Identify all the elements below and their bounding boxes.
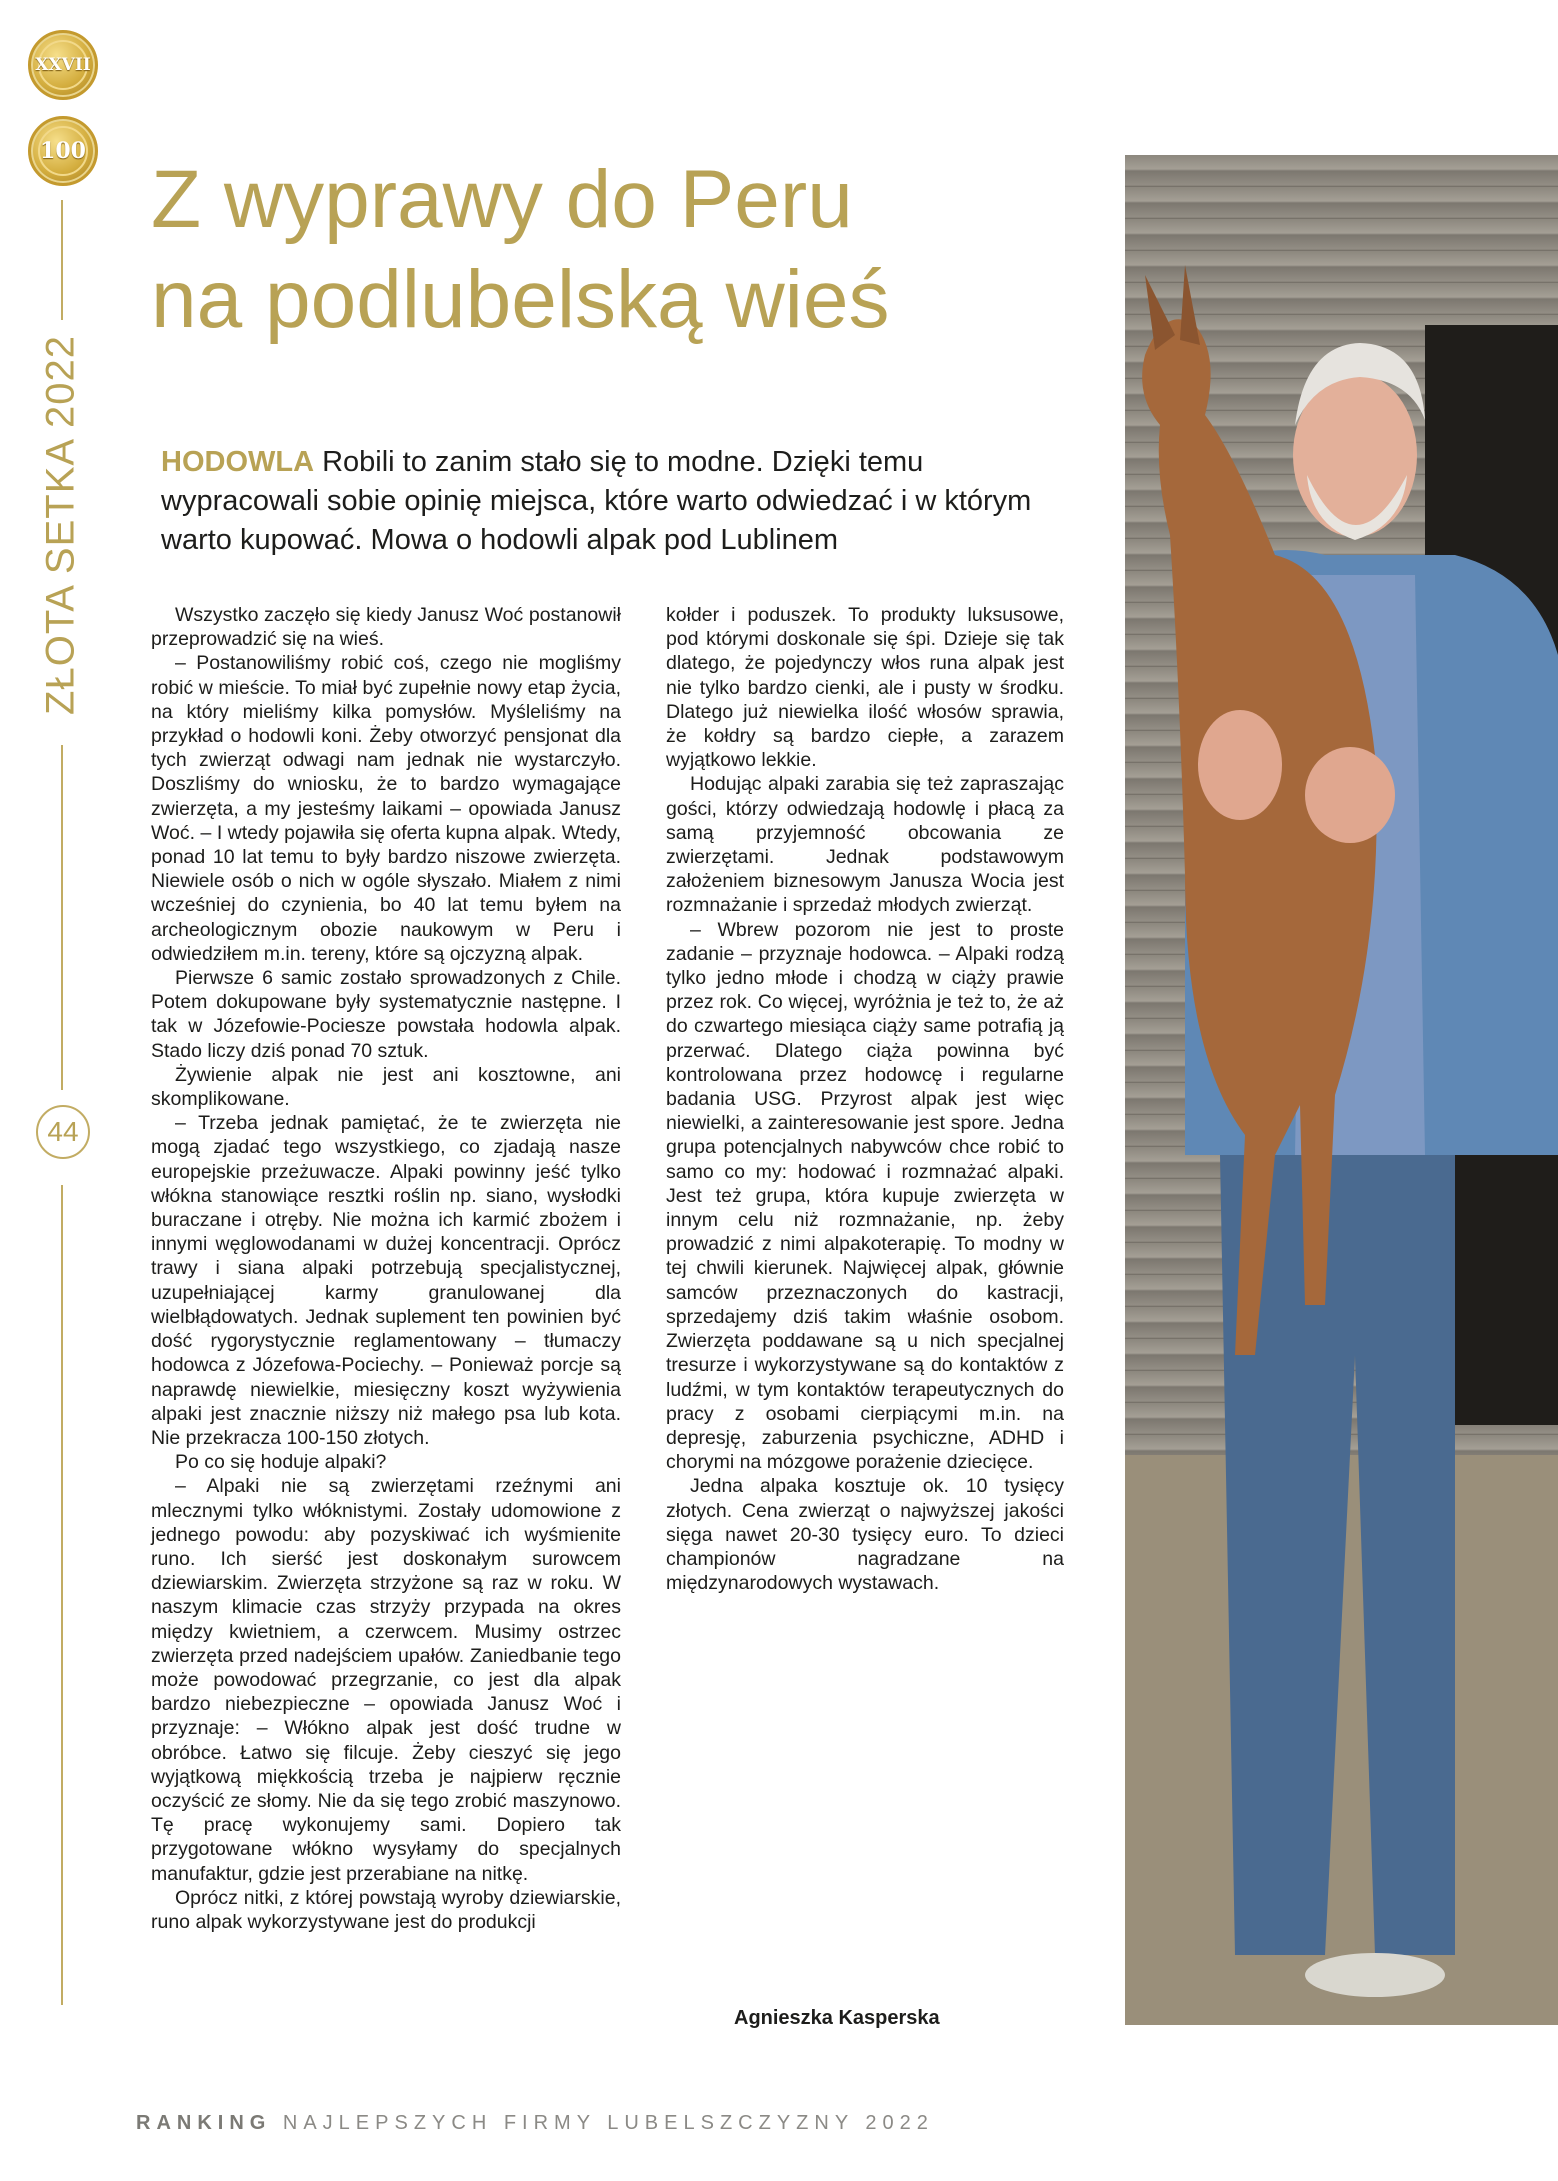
man-shoe xyxy=(1305,1953,1445,1997)
paragraph: Pierwsze 6 samic zostało sprowadzonych z Chile. Potem dokupowane były systematycznie następne. I tak w Józefowie-Pociesze powstała hodowla alpak. Stado liczy dziś ponad 70 sztuk. xyxy=(151,967,621,1062)
paragraph: – Postanowiliśmy robić coś, czego nie mogliśmy robić w mieście. To miał być zupełnie nowy etap życia, na który mieliśmy kilka pomysłów. Myśleliśmy na przykład o hodowli koni. Żeby otworzyć pensjonat dla tych zwierząt odwagi nam jednak nie wystarczyło. Doszliśmy do wniosku, że to bardzo wymagające zwierzęta, a my jesteśmy laikami – opowiada Janusz Woć. – I wtedy pojawiła się oferta kupna alpak. Wtedy, ponad 10 lat temu to były bardzo niszowe zwierzęta. Niewiele osób o nich w ogóle słyszało. Miałem z nimi wcześniej do czynienia, bo 40 lat temu byłem na archeologicznym obozie naukowym w Peru i odwiedziłem m.in. tereny, które są ojczyzną alpak. xyxy=(151,652,621,965)
paragraph: Oprócz nitki, z której powstają wyroby dziewiarskie, runo alpak wykorzystywane jest do produkcji xyxy=(151,1886,621,1933)
sidebar-divider-top xyxy=(61,200,63,320)
medal-top-text: XXVII xyxy=(38,40,88,90)
footer-ranking-label: RANKING xyxy=(136,2112,272,2134)
article-author: Agnieszka Kasperska xyxy=(734,2007,940,2029)
paragraph: Wszystko zaczęło się kiedy Janusz Woć postanowił przeprowadzić się na wieś. xyxy=(151,604,621,651)
headline-line-2: na podlubelską wieś xyxy=(151,254,890,345)
man-hand-right xyxy=(1305,747,1395,843)
article-lead xyxy=(161,443,1061,560)
paragraph: – Alpaki nie są zwierzętami rzeźnymi ani mlecznymi tylko włóknistymi. Zostały udomowione z jednego powodu: aby pozyskiwać ich wyśmienite runo. Ich sierść jest doskonałym surowcem dziewiarskim. Zwierzęta strzyżone są raz w roku. W naszym klimacie czas strzyży przypada na okres między kwietniem, a czerwcem. Musimy ostrzec zwierzęta przed nadejściem upałów. Zaniedbanie tego może powodować przegrzanie, co jest dla alpak bardzo niebezpieczne – opowiada Janusz Woć i przyznaje: – Włókno alpak jest dość trudne w obróbce. Łatwo się filcuje. Żeby cieszyć się jego wyjątkową miękkością trzeba je najpierw ręcznie oczyścić ze słomy. Nie da się tego zrobić maszynowo. Tę pracę wykonujemy sami. Dopiero tak przygotowane włókno wysyłamy do specjalnych manufaktur, gdzie jest przerabiane na nitkę. xyxy=(151,1475,621,1885)
page-footer xyxy=(136,2112,934,2135)
article-column-1 xyxy=(151,603,621,1934)
paragraph: Hodując alpaki zarabia się też zapraszając gości, którzy odwiedzają hodowlę i płacą za samą przyjemność obcowania ze zwierzętami. Jednak podstawowym założeniem biznesowym Janusza Wocia jest rozmnażanie i sprzedaż młodych zwierząt. xyxy=(666,773,1064,917)
page-number: 44 xyxy=(36,1105,90,1159)
article-column-2 xyxy=(666,603,1064,1595)
sidebar-divider-middle xyxy=(61,745,63,1090)
headline-line-1: Z wyprawy do Peru xyxy=(151,154,853,245)
alpaca-ear-2 xyxy=(1180,265,1200,345)
footer-rest: NAJLEPSZYCH FIRMY LUBELSZCZYZNY 2022 xyxy=(271,2112,934,2134)
paragraph: – Wbrew pozorom nie jest to proste zadanie – przyznaje hodowca. – Alpaki rodzą tylko jedno młode i chodzą w ciąży prawie przez rok. Co więcej, wyróżnia je też to, że aż do czwartego miesiąca ciąży same potrafią ją przerwać. Dlatego ciąża powinna być kontrolowana przez hodowcę i regularne badania USG. Przyrost alpak jest więc niewielki, a zainteresowanie jest spore. Jedna grupa potencjalnych nabywców chce robić to samo co my: hodować i rozmnażać alpaki. Jest też grupa, która kupuje zwierzęta w innym celu niż rozmnażanie, np. żeby prowadzić z nimi alpakoterapię. To modny w tej chwili kierunek. Najwięcej alpak, głównie samców przeznaczonych do kastracji, sprzedajemy dziś takim właśnie osobom. Zwierzęta poddawane są u nich specjalnej tresurze i wykorzystywane są do kontaktów z ludźmi, w tym kontaktów terapeutycznych do pracy z osobami cierpiącymi m.in. na depresję, zaburzenia psychiczne, ADHD i chorymi na mózgowe porażenie dziecięce. xyxy=(666,918,1064,1474)
paragraph: kołder i poduszek. To produkty luksusowe, pod którymi doskonale się śpi. Dzieje się tak dlatego, że pojedynczy włos runa alpak jest nie tylko bardzo cienki, ale i pusty w środku. Dlatego już niewielka ilość włosów sprawia, że kołdry są bardzo ciepłe, a zarazem wyjątkowo lekkie. xyxy=(666,604,1064,772)
paragraph: Po co się hoduje alpaki? xyxy=(175,1451,387,1474)
article-headline xyxy=(151,150,1111,350)
medal-bottom-text: 100 xyxy=(38,126,88,176)
paragraph: Jedna alpaka kosztuje ok. 10 tysięcy złotych. Cena zwierząt o najwyższej jakości sięga nawet 20-30 tysięcy euro. To dzieci championów nagradzane na międzynarodowych wystawach. xyxy=(666,1475,1064,1595)
section-vertical-title: ZŁOTA SETKA 2022 xyxy=(38,335,83,715)
paragraph: Żywienie alpak nie jest ani kosztowne, ani skomplikowane. xyxy=(151,1063,621,1111)
paragraph: – Trzeba jednak pamiętać, że te zwierzęta nie mogą zjadać tego wszystkiego, co zjadają nasze europejskie przeżuwacze. Alpaki powinny jeść tylko włókna stanowiące resztki roślin np. siano, wysłodki buraczane i otręby. Nie można ich karmić zbożem i innymi węglowodanami w dużej koncentracji. Oprócz trawy i siana alpaki potrzebują specjalistycznej, uzupełniającej karmy granulowanej dla wielbłądowatych. Jednak suplement ten powinien być dość rygorystycznie reglamentowany – tłumaczy hodowca z Józefowa-Pociechy. – Ponieważ porcje są naprawdę niewielkie, miesięczny koszt wyżywienia alpaki jest znacznie niższy niż małego psa lub kota. Nie przekracza 100-150 złotych. xyxy=(151,1112,621,1449)
lead-kicker: HODOWLA xyxy=(161,446,315,478)
anniversary-medal-top xyxy=(28,30,98,100)
anniversary-medal-bottom xyxy=(28,116,98,186)
lead-text: Robili to zanim stało się to modne. Dzięki temu wypracowali sobie opinię miejsca, które warto odwiedzać i w którym warto kupować. Mowa o hodowli alpak pod Lublinem xyxy=(161,446,1032,556)
article-photo xyxy=(1125,155,1558,2025)
sidebar-divider-bottom xyxy=(61,1185,63,2005)
man-hand-left xyxy=(1198,710,1282,820)
